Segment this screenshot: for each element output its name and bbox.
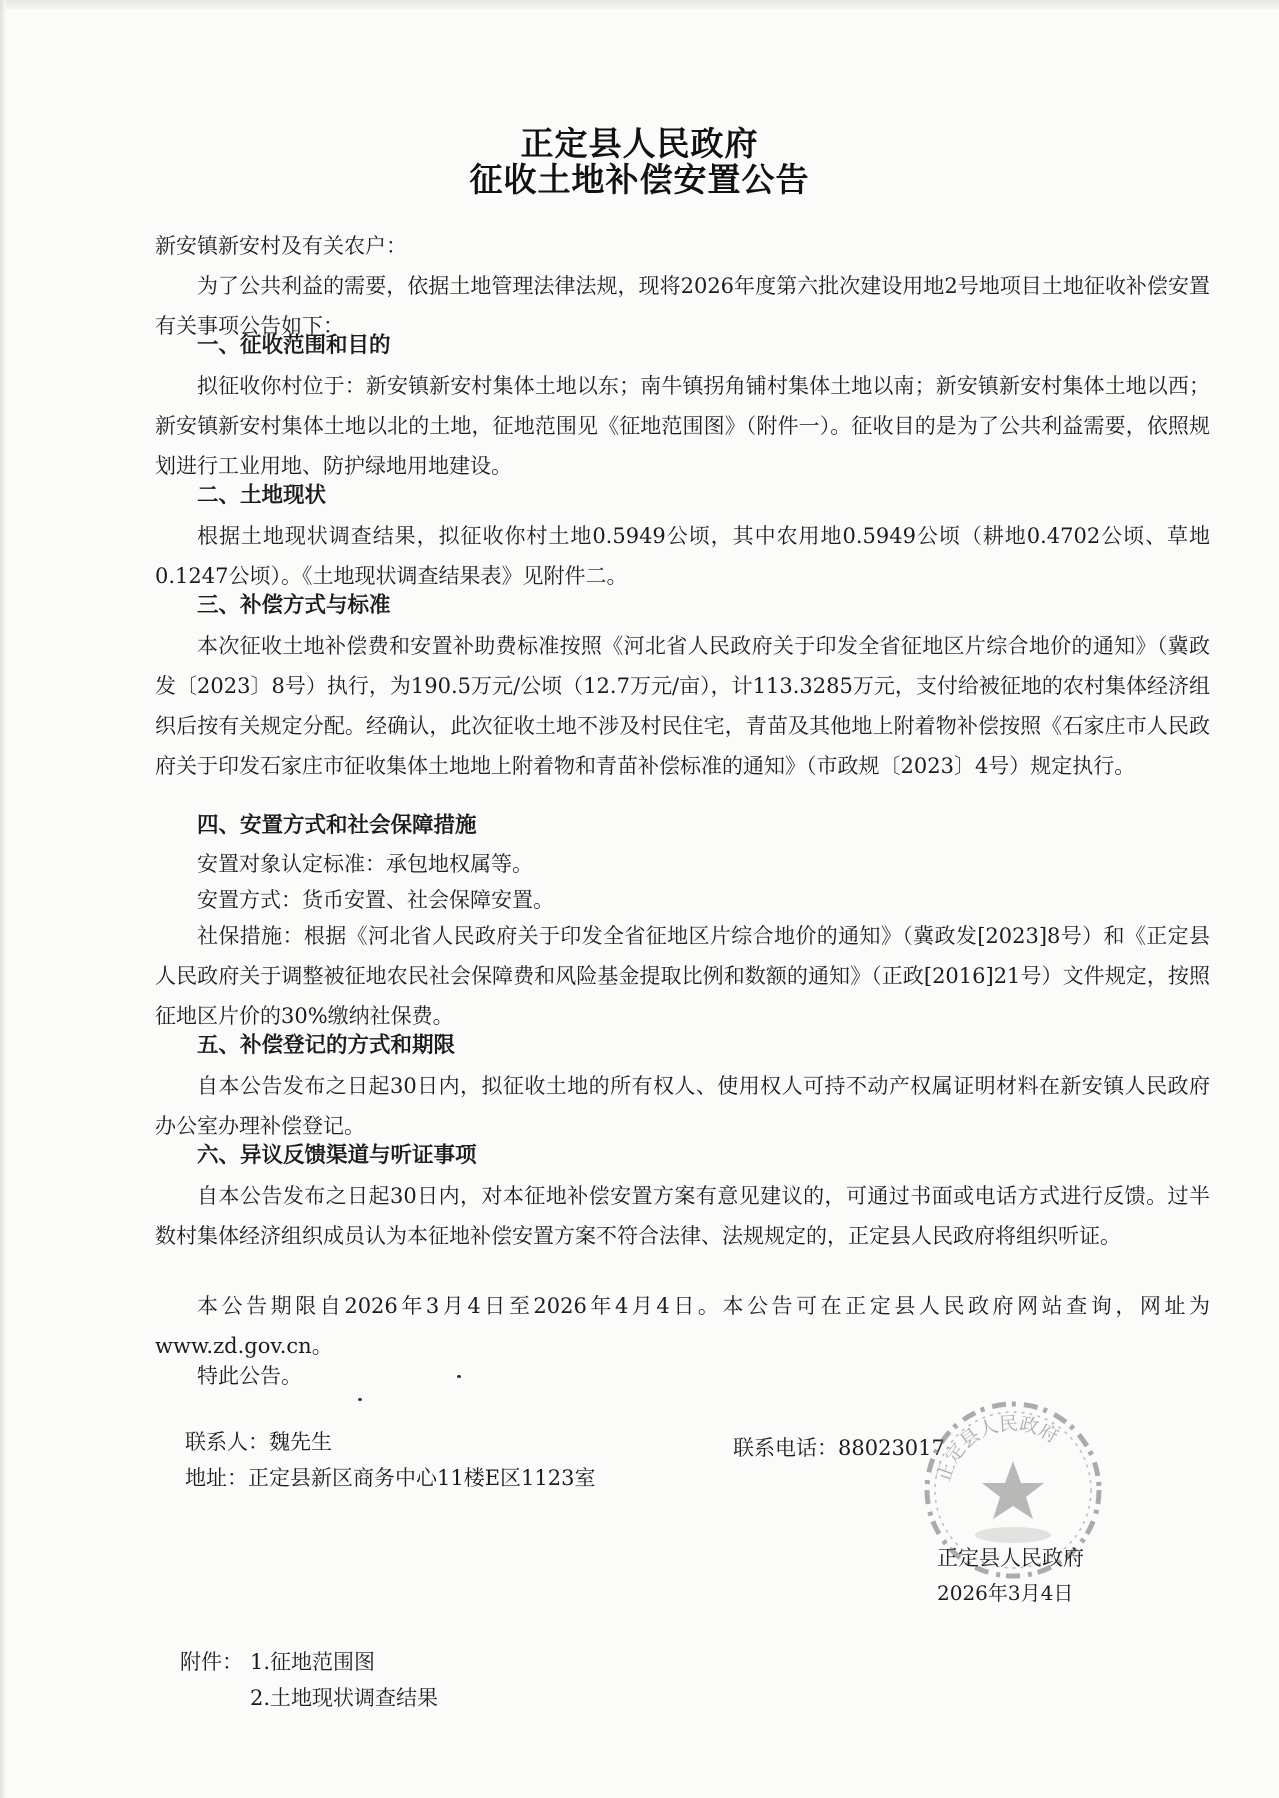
issuer-name: 正定县人民政府 xyxy=(937,1546,1084,1570)
section-2-paragraph: 根据土地现状调查结果，拟征收你村土地0.5949公顷，其中农用地0.5949公顷（耕地0.4702公顷、草地0.1247公顷）。《土地现状调查结果表》见附件二。 xyxy=(155,524,1210,588)
attachments-label: 附件： xyxy=(180,1650,243,1674)
section-4-heading: 四、安置方式和社会保障措施 xyxy=(197,813,477,838)
contact-phone: 联系电话：88023017 xyxy=(733,1436,945,1460)
section-5-heading: 五、补偿登记的方式和期限 xyxy=(197,1033,456,1058)
attachment-2: 2.土地现状调查结果 xyxy=(250,1686,439,1710)
section-2-heading: 二、土地现状 xyxy=(197,483,327,508)
scan-speck xyxy=(457,1375,461,1378)
star-icon xyxy=(982,1461,1044,1519)
section-6-heading: 六、异议反馈渠道与听证事项 xyxy=(197,1143,477,1168)
scan-edge-left xyxy=(0,0,6,1798)
section-4-paragraph-3: 社保措施：根据《河北省人民政府关于印发全省征地区片综合地价的通知》（冀政发[2023]8号）和《正定县人民政府关于调整被征地农民社会保障费和风险基金提取比例和数额的通知》（正政[2016]21号）文件规定，按照征地区片价的30%缴纳社保费。 xyxy=(155,924,1210,1028)
scan-speck xyxy=(358,1398,362,1401)
section-5-paragraph: 自本公告发布之日起30日内，拟征收土地的所有权人、使用权人可持不动产权属证明材料在新安镇人民政府办公室办理补偿登记。 xyxy=(155,1074,1210,1138)
attachment-1: 1.征地范围图 xyxy=(250,1650,376,1674)
salutation: 新安镇新安村及有关农户： xyxy=(155,234,407,258)
issue-date: 2026年3月4日 xyxy=(937,1581,1074,1605)
section-6-paragraph: 自本公告发布之日起30日内，对本征地补偿安置方案有意见建议的，可通过书面或电话方式进行反馈。过半数村集体经济组织成员认为本征地补偿安置方案不符合法律、法规规定的，正定县人民政府将组织听证。 xyxy=(155,1184,1210,1248)
contact-address: 地址：正定县新区商务中心11楼E区1123室 xyxy=(185,1466,596,1490)
seal-text: 正定县人民政府 xyxy=(932,1412,1063,1485)
document-title-line2: 征收土地补偿安置公告 xyxy=(469,160,810,199)
section-3-paragraph: 本次征收土地补偿费和安置补助费标准按照《河北省人民政府关于印发全省征地区片综合地价的通知》（冀政发〔2023〕8号）执行，为190.5万元/公顷（12.7万元/亩），计113.3285万元，支付给被征地的农村集体经济组织后按有关规定分配。经确认，此次征收土地不涉及村民住宅，青苗及其他地上附着物补偿按照《石家庄市人民政府关于印发石家庄市征收集体土地地上附着物和青苗补偿标准的通知》（市政规〔2023〕4号）规定执行。 xyxy=(155,634,1210,778)
intro-paragraph: 为了公共利益的需要，依据土地管理法律法规，现将2026年度第六批次建设用地2号地项目土地征收补偿安置有关事项公告如下： xyxy=(155,274,1210,338)
section-1-paragraph: 拟征收你村位于：新安镇新安村集体土地以东；南牛镇拐角铺村集体土地以南；新安镇新安村集体土地以西；新安镇新安村集体土地以北的土地，征地范围见《征地范围图》（附件一）。征收目的是为了公共利益需要，依照规划进行工业用地、防护绿地用地建设。 xyxy=(155,374,1210,478)
contact-person: 联系人：魏先生 xyxy=(185,1430,332,1454)
closing-text: 特此公告。 xyxy=(197,1364,302,1388)
scan-edge-top xyxy=(0,0,1279,10)
period-notice: 本公告期限自2026年3月4日至2026年4月4日。本公告可在正定县人民政府网站查询，网址为www.zd.gov.cn。 xyxy=(155,1294,1210,1358)
section-4-paragraph-1: 安置对象认定标准：承包地权属等。 xyxy=(197,852,533,876)
section-4-paragraph-2: 安置方式：货币安置、社会保障安置。 xyxy=(197,888,554,912)
section-3-heading: 三、补偿方式与标准 xyxy=(197,593,391,618)
section-1-heading: 一、征收范围和目的 xyxy=(197,333,391,358)
document-title-line1: 正定县人民政府 xyxy=(520,124,759,163)
